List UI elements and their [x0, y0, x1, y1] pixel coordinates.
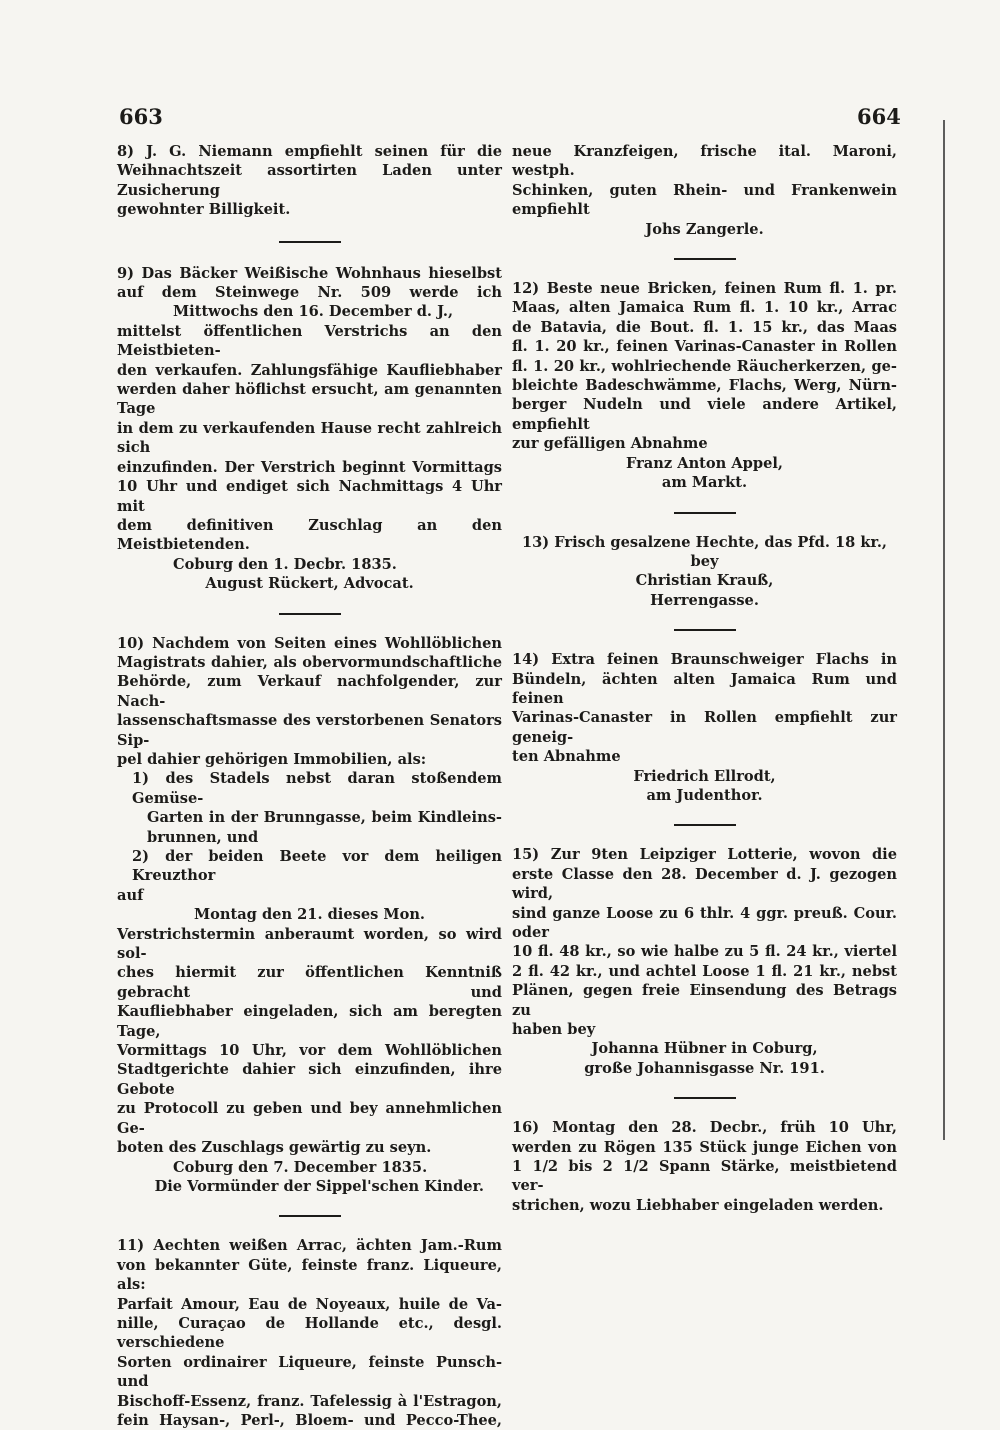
text-line: Vormittags 10 Uhr, vor dem Wohllöblichen [117, 1042, 502, 1060]
advertisement-14 [512, 650, 897, 805]
text-line: Montag den 21. dieses Mon. [193, 906, 426, 924]
text-line: Stadtgerichte dahier sich einzufinden, ihre Gebote [117, 1061, 502, 1098]
text-line: auf [117, 886, 144, 904]
text-line: pel dahier gehörigen Immobilien, als: [117, 750, 427, 768]
text-line: August Rückert, Advocat. [205, 575, 414, 593]
text-line: nille, Curaçao de Hollande etc., desgl. verschiedene [117, 1314, 502, 1352]
text-line: 14) Extra feinen Braunschweiger Flachs in [512, 651, 897, 669]
text-line: Herrengasse. [650, 591, 759, 609]
advertisement-16 [512, 1118, 897, 1215]
binding-gutter-line [943, 120, 945, 1140]
text-line: 1) des Stadels nebst daran stoßendem Gemüse- [132, 770, 502, 807]
text-line: den verkaufen. Zahlungsfähige Kaufliebhaber [117, 361, 502, 379]
separator-dash [279, 241, 341, 243]
text-line: 10) Nachdem von Seiten eines Wohllöblichen [117, 634, 502, 652]
separator-rule [117, 1196, 502, 1236]
text-line: Die Vormünder der Sippel'schen Kinder. [154, 1177, 484, 1195]
right-column [512, 142, 897, 1215]
text-line: werden daher höflichst ersucht, am genannten Tage [117, 381, 502, 418]
separator-rule [512, 493, 897, 533]
separator-dash [674, 1097, 736, 1099]
text-line: Coburg den 1. Decbr. 1835. [173, 555, 397, 573]
text-line: 2) der beiden Beete vor dem heiligen Kreuzthor [132, 848, 502, 885]
text-line: sind ganze Loose zu 6 thlr. 4 ggr. preuß. Cour. oder [512, 904, 897, 941]
text-line: Verstrichstermin anberaumt worden, so wird sol- [117, 925, 502, 963]
text-line: am Judenthor. [646, 786, 763, 804]
advertisement-10 [117, 634, 502, 1197]
text-line: neue Kranzfeigen, frische ital. Maroni, westph. [512, 143, 897, 180]
text-line: Schinken, guten Rhein- und Frankenwein empfiehlt [512, 181, 897, 219]
text-line: haben bey [512, 1021, 596, 1039]
advertisement-12 [512, 279, 897, 492]
text-line: boten des Zuschlags gewärtig zu seyn. [117, 1139, 432, 1157]
text-line: Bischoff-Essenz, franz. Tafelessig à l'Estragon, [117, 1392, 502, 1410]
text-line: fein Haysan-, Perl-, Bloem- und Pecco-Thee, [117, 1411, 502, 1429]
text-line: große Johannisgasse Nr. 191. [584, 1059, 825, 1077]
text-line: Bündeln, ächten alten Jamaica Rum und feinen [512, 670, 897, 707]
text-line: berger Nudeln und viele andere Artikel, empfiehlt [512, 396, 897, 433]
text-line: fl. 1. 20 kr., feinen Varinas-Canaster in Rollen [512, 338, 897, 356]
separator-rule [512, 1078, 897, 1118]
text-line: Behörde, zum Verkauf nachfolgender, zur Nach- [117, 673, 502, 710]
separator-dash [674, 824, 736, 826]
text-line: ten Abnahme [512, 748, 621, 766]
text-line: de Batavia, die Bout. fl. 1. 15 kr., das Maas [512, 318, 897, 336]
text-line: in dem zu verkaufenden Hause recht zahlreich sich [117, 419, 502, 457]
text-line: ches hiermit zur öffentlichen Kenntniß gebracht und [117, 964, 502, 1001]
text-line: Mittwochs den 16. December d. J., [173, 303, 454, 321]
separator-rule [117, 594, 502, 634]
text-line: Magistrats dahier, als obervormundschaftliche [117, 653, 502, 671]
text-line: Varinas-Canaster in Rollen empfiehlt zur geneig- [512, 709, 897, 746]
separator-rule [512, 805, 897, 845]
text-line: strichen, wozu Liebhaber eingeladen werden. [512, 1196, 884, 1214]
text-line: am Markt. [661, 474, 748, 492]
text-line: 10 Uhr und endiget sich Nachmittags 4 Uhr mit [117, 478, 502, 515]
separator-rule [117, 220, 502, 264]
text-line: 2 fl. 42 kr., und achtel Loose 1 fl. 21 kr., nebst [512, 962, 897, 980]
text-line: Sorten ordinairer Liqueure, feinste Punsch- und [117, 1353, 502, 1391]
text-line: 15) Zur 9ten Leipziger Lotterie, wovon die [512, 846, 897, 864]
text-line: Johanna Hübner in Coburg, [591, 1040, 818, 1058]
text-line: 1 1/2 bis 2 1/2 Spann Stärke, meistbietend ver- [512, 1158, 897, 1195]
separator-dash [674, 258, 736, 260]
separator-dash [674, 512, 736, 514]
text-line: Franz Anton Appel, [626, 454, 783, 472]
text-line: erste Classe den 28. December d. J. gezogen wird, [512, 865, 897, 903]
text-line: Parfait Amour, Eau de Noyeaux, huile de Va- [117, 1295, 502, 1313]
text-line: Coburg den 7. December 1835. [173, 1158, 428, 1176]
text-line: Kaufliebhaber eingeladen, sich am beregten Tage, [117, 1003, 502, 1040]
advertisement-13 [512, 533, 897, 611]
text-line: mittelst öffentlichen Verstrichs an den Meistbieten- [117, 322, 502, 360]
separator-dash [674, 629, 736, 631]
text-line: auf dem Steinwege Nr. 509 werde ich [117, 284, 502, 302]
text-line: 13) Frisch gesalzene Hechte, das Pfd. 18 kr., bey [521, 533, 888, 570]
page-number-right: 664 [857, 104, 901, 129]
advertisement-11-cont [512, 142, 897, 239]
text-line: lassenschaftsmasse des verstorbenen Senators Sip- [117, 712, 502, 749]
text-line: Friedrich Ellrodt, [633, 767, 776, 785]
advertisement-9 [117, 264, 502, 594]
left-column [117, 142, 502, 1430]
page-number-left: 663 [119, 104, 163, 129]
text-line: werden zu Rögen 135 Stück junge Eichen von [512, 1138, 897, 1156]
text-line: Christian Krauß, [635, 572, 774, 590]
text-line: bleichte Badeschwämme, Flachs, Werg, Nürn- [512, 377, 897, 395]
text-line: brunnen, und [147, 828, 259, 846]
text-line: fl. 1. 20 kr., wohlriechende Räucherkerzen, ge- [512, 357, 897, 375]
text-line: 12) Beste neue Bricken, feinen Rum fl. 1. pr. [512, 280, 897, 298]
text-line: gewohnter Billigkeit. [117, 201, 291, 219]
text-line: 16) Montag den 28. Decbr., früh 10 Uhr, [512, 1119, 897, 1137]
advertisement-8 [117, 142, 502, 220]
text-line: Weihnachtszeit assortirten Laden unter Zusicherung [117, 162, 502, 199]
text-line: zu Protocoll zu geben und bey annehmlichen Ge- [117, 1100, 502, 1137]
separator-rule [512, 239, 897, 279]
text-line: Garten in der Brunngasse, beim Kindleins- [147, 809, 502, 827]
text-line: 10 fl. 48 kr., so wie halbe zu 5 fl. 24 kr., viertel [512, 943, 897, 961]
separator-rule [512, 610, 897, 650]
text-line: 11) Aechten weißen Arrac, ächten Jam.-Rum [117, 1237, 502, 1255]
text-line: Plänen, gegen freie Einsendung des Betrags zu [512, 982, 897, 1019]
text-line: 9) Das Bäcker Weißische Wohnhaus hieselbst [117, 264, 502, 282]
advertisement-11 [117, 1236, 502, 1430]
text-line: zur gefälligen Abnahme [512, 435, 708, 453]
text-line: 8) J. G. Niemann empfiehlt seinen für die [117, 143, 502, 160]
text-line: Maas, alten Jamaica Rum fl. 1. 10 kr., Arrac [512, 299, 897, 317]
separator-dash [279, 1215, 341, 1217]
text-line: einzufinden. Der Verstrich beginnt Vormittags [117, 458, 502, 476]
text-line: von bekannter Güte, feinste franz. Liqueure, als: [117, 1256, 502, 1294]
advertisement-15 [512, 845, 897, 1078]
separator-dash [279, 613, 341, 615]
text-line: Johs Zangerle. [645, 220, 764, 238]
text-line: dem definitiven Zuschlag an den Meistbietenden. [117, 516, 502, 554]
